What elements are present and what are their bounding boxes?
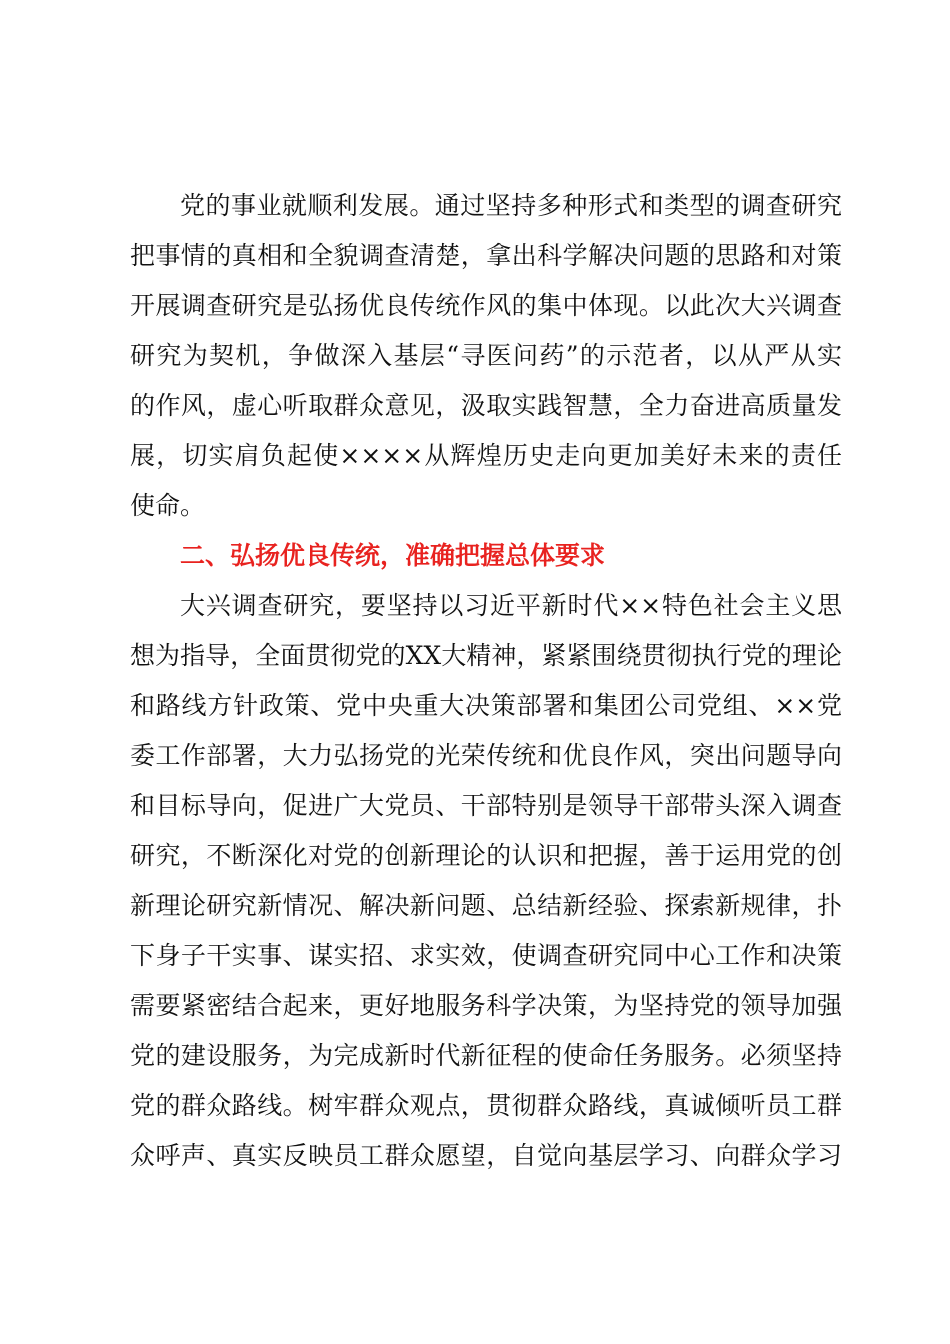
paragraph-line: 使命。 [130,491,206,520]
paragraph-line: 大兴调查研究，要坚持以习近平新时代××特色社会主义思 [180,591,842,620]
section-heading: 二、弘扬优良传统，准确把握总体要求 [180,541,606,570]
paragraph-line: 研究为契机，争做深入基层“寻医问药”的示范者，以从严从实 [130,341,842,370]
paragraph-line: 的作风，虚心听取群众意见，汲取实践智慧，全力奋进高质量发 [130,391,842,420]
paragraph-line: 展，切实肩负起使××××从辉煌历史走向更加美好未来的责任 [130,441,842,470]
paragraph-line: 下身子干实事、谋实招、求实效，使调查研究同中心工作和决策 [130,941,842,970]
paragraph-line: 新理论研究新情况、解决新问题、总结新经验、探索新规律，扑 [130,891,842,920]
paragraph-line: 委工作部署，大力弘扬党的光荣传统和优良作风，突出问题导向 [130,741,842,770]
paragraph-line: 研究，不断深化对党的创新理论的认识和把握，善于运用党的创 [130,841,842,870]
paragraph-line: 党的事业就顺利发展。通过坚持多种形式和类型的调查研究 [180,191,842,220]
paragraph-line: 党的群众路线。树牢群众观点，贯彻群众路线，真诚倾听员工群 [130,1091,842,1120]
paragraph-line: 把事情的真相和全貌调查清楚，拿出科学解决问题的思路和对策 [130,241,842,270]
paragraph-line: 和目标导向，促进广大党员、干部特别是领导干部带头深入调查 [130,791,842,820]
paragraph-line: 开展调查研究是弘扬优良传统作风的集中体现。以此次大兴调查 [130,291,842,320]
paragraph-line: 需要紧密结合起来，更好地服务科学决策，为坚持党的领导加强 [130,991,842,1020]
paragraph-line: 想为指导，全面贯彻党的XX大精神，紧紧围绕贯彻执行党的理论 [130,641,842,670]
paragraph-line: 和路线方针政策、党中央重大决策部署和集团公司党组、××党 [130,691,842,720]
paragraph-line: 党的建设服务，为完成新时代新征程的使命任务服务。必须坚持 [130,1041,842,1070]
paragraph-line: 众呼声、真实反映员工群众愿望，自觉向基层学习、向群众学习 [130,1141,842,1170]
